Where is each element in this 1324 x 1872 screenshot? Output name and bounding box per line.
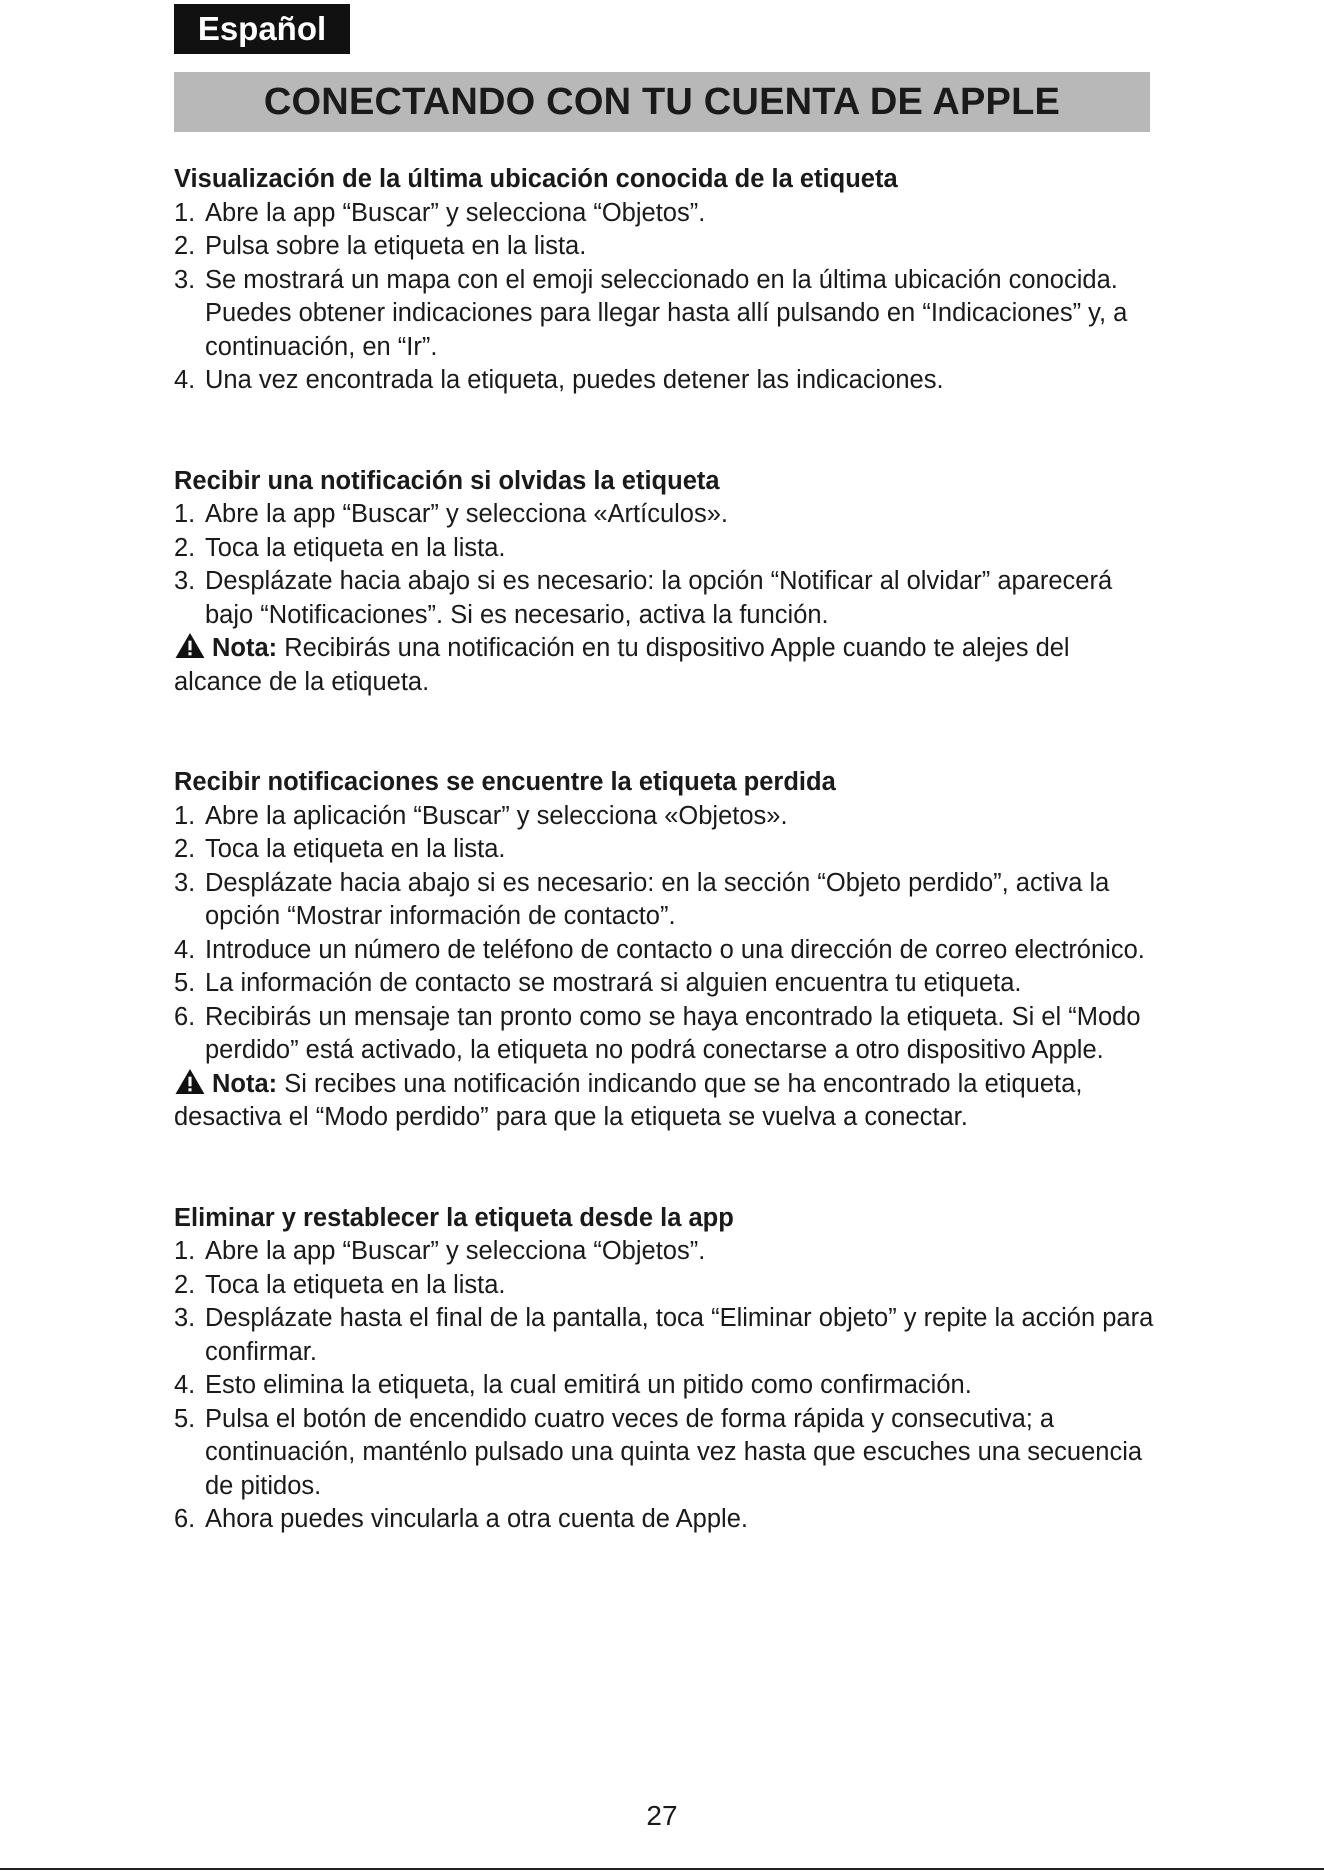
step-number: 6. [174, 1002, 196, 1031]
list-item [174, 532, 1154, 566]
step-list [174, 197, 1154, 398]
list-item [174, 264, 1154, 365]
step-number: 3. [174, 265, 196, 294]
list-item [174, 800, 1154, 834]
list-item [174, 498, 1154, 532]
section-title: Recibir notificaciones se encuentre la etiqueta perdida [174, 768, 836, 796]
language-tab: Español [174, 4, 350, 54]
list-item [174, 1403, 1154, 1504]
step-number: 2. [174, 533, 196, 562]
step-text: Toca la etiqueta en la lista. [205, 533, 506, 562]
step-text: Toca la etiqueta en la lista. [205, 1270, 506, 1299]
content [174, 163, 1154, 1537]
step-text: Ahora puedes vincularla a otra cuenta de Apple. [205, 1505, 748, 1533]
step-number: 2. [174, 835, 196, 863]
list-item [174, 1235, 1154, 1269]
list-item [174, 1001, 1154, 1068]
step-text: La información de contacto se mostrará si alguien encuentra tu etiqueta. [205, 969, 1022, 997]
note [174, 632, 1154, 699]
page-title: CONECTANDO CON TU CUENTA DE APPLE [174, 72, 1150, 132]
list-item [174, 1369, 1154, 1403]
step-text: Pulsa el botón de encendido cuatro veces de forma rápida y consecutiva; a continuación, manténlo pulsado una quinta vez hasta que escuches una secuencia de pitidos. [205, 1404, 1143, 1500]
step-number: 5. [174, 969, 196, 997]
step-number: 3. [174, 567, 196, 595]
step-text: Desplázate hacia abajo si es necesario: la opción “Notificar al olvidar” aparecerá bajo “Notificaciones”. Si es necesario, activa la función. [205, 567, 1113, 629]
step-number: 3. [174, 868, 196, 897]
step-number: 6. [174, 1505, 196, 1533]
step-number: 1. [174, 198, 196, 227]
step-text: Abre la app “Buscar” y selecciona “Objetos”. [205, 198, 706, 227]
list-item [174, 967, 1154, 1001]
section-forget-notification [174, 465, 1154, 700]
list-item [174, 197, 1154, 231]
list-item [174, 364, 1154, 398]
section-title: Recibir una notificación si olvidas la etiqueta [174, 466, 720, 495]
list-item [174, 934, 1154, 968]
list-item [174, 1302, 1154, 1369]
step-number: 4. [174, 366, 196, 394]
bottom-rule [0, 1868, 1324, 1870]
section-title: Eliminar y restablecer la etiqueta desde la app [174, 1203, 734, 1232]
step-list [174, 800, 1154, 1068]
step-number: 2. [174, 1270, 196, 1299]
warning-triangle-icon [174, 632, 206, 659]
step-list [174, 498, 1154, 632]
list-item [174, 1269, 1154, 1303]
step-text: Abre la app “Buscar” y selecciona “Objetos”. [205, 1237, 706, 1265]
step-text: Se mostrará un mapa con el emoji seleccionado en la última ubicación conocida. Puedes obtener indicaciones para llegar hasta allí pulsando en “Indicaciones” y, a continuación, en “Ir”. [205, 265, 1128, 361]
section-title: Visualización de la última ubicación conocida de la etiqueta [174, 165, 898, 193]
step-number: 1. [174, 801, 196, 830]
step-number: 2. [174, 232, 196, 260]
note [174, 1068, 1154, 1135]
section-remove-reset [174, 1202, 1154, 1537]
step-number: 1. [174, 1237, 196, 1265]
note-label: Nota: [212, 634, 278, 662]
step-list [174, 1235, 1154, 1537]
note-label: Nota: [212, 1069, 278, 1098]
step-text: Introduce un número de teléfono de contacto o una dirección de correo electrónico. [205, 935, 1145, 964]
step-text: Toca la etiqueta en la lista. [205, 835, 506, 863]
note-text: Si recibes una notificación indicando que se ha encontrado la etiqueta, desactiva el “Modo perdido” para que la etiqueta se vuelva a conectar. [174, 1069, 1083, 1131]
step-number: 3. [174, 1304, 196, 1332]
list-item [174, 565, 1154, 632]
step-text: Una vez encontrada la etiqueta, puedes detener las indicaciones. [205, 366, 944, 394]
list-item [174, 1503, 1154, 1537]
step-text: Recibirás un mensaje tan pronto como se haya encontrado la etiqueta. Si el “Modo perdido” está activado, la etiqueta no podrá conectarse a otro dispositivo Apple. [205, 1002, 1141, 1064]
step-text: Desplázate hacia abajo si es necesario: en la sección “Objeto perdido”, activa la opción “Mostrar información de contacto”. [205, 868, 1110, 930]
step-number: 1. [174, 500, 196, 528]
list-item [174, 867, 1154, 934]
step-number: 5. [174, 1404, 196, 1433]
list-item [174, 833, 1154, 867]
step-text: Pulsa sobre la etiqueta en la lista. [205, 232, 587, 260]
step-text: Abre la aplicación “Buscar” y selecciona «Objetos». [205, 801, 788, 830]
warning-triangle-icon [174, 1068, 206, 1095]
step-text: Esto elimina la etiqueta, la cual emitirá un pitido como confirmación. [205, 1371, 972, 1399]
step-text: Desplázate hasta el final de la pantalla, toca “Eliminar objeto” y repite la acción para confirmar. [205, 1304, 1154, 1366]
section-lost-mode [174, 766, 1154, 1135]
step-text: Abre la app “Buscar” y selecciona «Artículos». [205, 500, 728, 528]
note-text: Recibirás una notificación en tu dispositivo Apple cuando te alejes del alcance de la etiqueta. [174, 634, 1070, 696]
step-number: 4. [174, 1371, 196, 1399]
list-item [174, 230, 1154, 264]
section-last-location [174, 163, 1154, 398]
step-number: 4. [174, 935, 196, 964]
page-number: 27 [646, 1800, 678, 1831]
